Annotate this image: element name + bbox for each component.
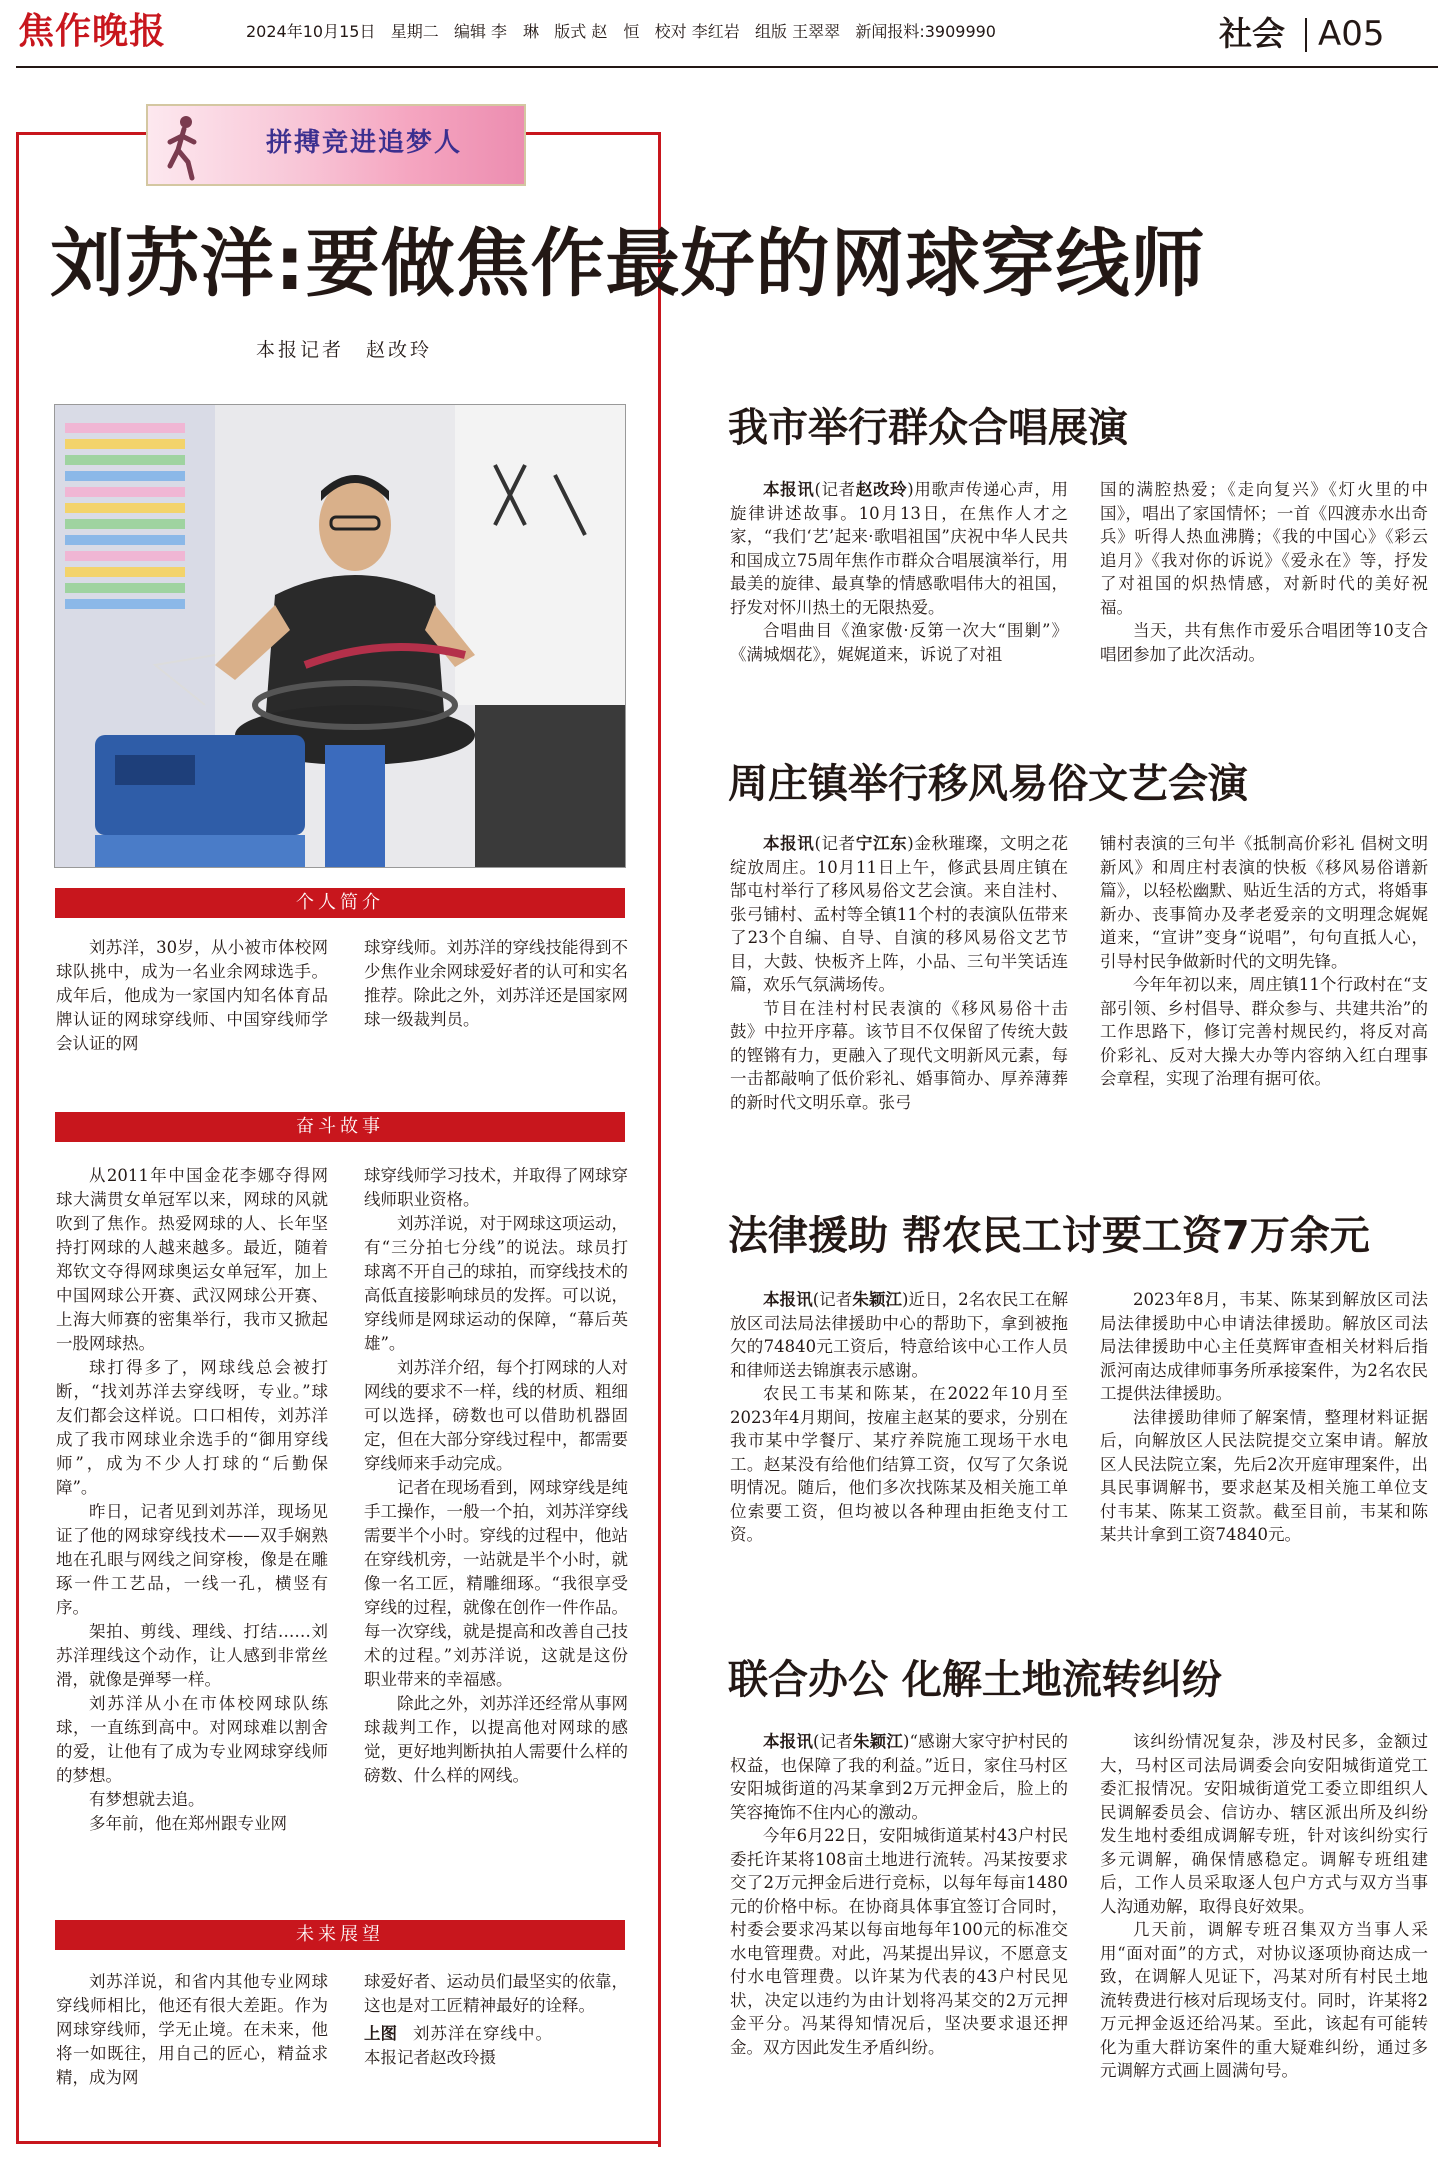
article-text: 金秋璀璨，文明之花绽放周庄。10月11日上午，修武县周庄镇在郜屯村举行了移风易俗文艺会演。来自洼村、张弓铺村、孟村等全镇11个村的表演队伍带来了23个自编、自导、自演的移风易俗文艺节目，大鼓、快板齐上阵，小品、三句半笑话连篇，欢乐气氛满场传。 <box>730 834 1069 994</box>
paragraph: 多年前，他在郑州跟专业网 <box>89 1814 287 1833</box>
paragraph: 节目在洼村村民表演的《移风易俗十击鼓》中拉开序幕。该节目不仅保留了传统大鼓的铿锵有力，更融入了现代文明新风元素，每一击都敲响了低价彩礼、婚事简办、厚养薄葬的新时代文明乐章。张弓 <box>730 998 1068 1112</box>
article-reporter: 宁江东 <box>855 834 908 853</box>
article-column-2 <box>1100 1730 1428 2083</box>
article-reporter: 朱颖江 <box>853 1732 904 1751</box>
article-lead: 本报讯 <box>763 1732 814 1751</box>
article-column-2 <box>1100 1288 1428 1547</box>
article-text: “感谢大家守护村民的权益，也保障了我的利益。”近日，家住马村区安阳城街道的冯某拿到2万元押金后，脸上的笑容掩饰不住内心的激动。 <box>730 1732 1068 1822</box>
credit-name: 赵改玲 <box>430 2048 480 2067</box>
article-column-2 <box>1100 832 1428 1091</box>
article-title: 联合办公 化解土地流转纠纷 <box>728 1657 1222 1703</box>
article-column-1 <box>730 478 1068 666</box>
future-column-2 <box>364 1970 628 2070</box>
credit-prefix: 本报记者 <box>364 2048 430 2067</box>
page-number: A05 <box>1318 14 1385 54</box>
article-title: 我市举行群众合唱展演 <box>728 405 1128 451</box>
paragraph: 农民工韦某和陈某，在2022年10月至2023年4月期间，按雇主赵某的要求，分别在我市某中学餐厅、某疗养院施工现场干水电工。赵某没有给他们结算工资，仅写了欠条说明情况。随后，他们多次找陈某及相关施工单位索要工资，但均被以各种理由拒绝支付工资。 <box>730 1384 1068 1544</box>
paragraph: 当天，共有焦作市爱乐合唱团等10支合唱团参加了此次活动。 <box>1100 621 1428 664</box>
paragraph: 昨日，记者见到刘苏洋，现场见证了他的网球穿线技术——双手娴熟地在孔眼与网线之间穿梭，像是在雕琢一件工艺品，一线一孔，横竖有序。 <box>56 1502 328 1617</box>
reporter-close: ) <box>907 480 914 499</box>
story-column-1 <box>56 1164 328 1836</box>
story-column-2 <box>364 1164 628 1788</box>
section-name: 社会 <box>1219 14 1285 53</box>
paragraph <box>730 1730 1068 1824</box>
photo-credit <box>364 2046 628 2070</box>
column-rule <box>658 132 661 2147</box>
stringing-photo-illustration <box>55 405 626 868</box>
paragraph: 该纠纷情况复杂，涉及村民多，金额过大，马村区司法局调委会向安阳城街道党工委汇报情况。安阳城街道党工委立即组织人民调解委员会、信访办、辖区派出所及纠纷发生地村委组成调解专班，针对该纠纷实行多元调解，确保情感稳定。调解专班组建后，工作人员采取逐人包户方式与双方当事人沟通劝解，取得良好效果。 <box>1100 1732 1428 1916</box>
paragraph: 球穿线师。刘苏洋的穿线技能得到不少焦作业余网球爱好者的认可和实名推荐。除此之外，刘苏洋还是国家网球一级裁判员。 <box>364 938 628 1029</box>
paragraph: 刘苏洋说，对于网球这项运动，有“三分拍七分线”的说法。球员打球离不开自己的球拍，而穿线技术的高低直接影响球员的发挥。可以说，穿线师是网球运动的保障，“幕后英雄”。 <box>364 1214 628 1353</box>
paragraph: 刘苏洋说，和省内其他专业网球穿线师相比，他还有很大差距。作为网球穿线师，学无止境。在未来，他将一如既往，用自己的匠心，精益求精，成为网 <box>56 1972 328 2087</box>
paragraph: 今年年初以来，周庄镇11个行政村在“支部引领、乡村倡导、群众参与、共建共治”的工作思路下，修订完善村规民约，将反对高价彩礼、反对大操大办等内容纳入红白理事会章程，实现了治理有据可依。 <box>1100 975 1428 1088</box>
paragraph: 铺村表演的三句半《抵制高价彩礼 倡树文明新风》和周庄村表演的快板《移风易俗谱新篇》，以轻松幽默、贴近生活的方式，将婚事新办、丧事简办及孝老爱亲的文明理念娓娓道来，“宣讲”变身“说唱”，句句直抵人心，引导村民争做新时代的文明先锋。 <box>1100 834 1428 971</box>
paragraph: 法律援助律师了解案情，整理材料证据后，向解放区人民法院提交立案申请。解放区人民法院立案，先后2次开庭审理案件，出具民事调解书，要求赵某及相关施工单位支付韦某、陈某工资款。截至目前，韦某和陈某共计拿到工资74840元。 <box>1100 1407 1428 1544</box>
feature-title: 刘苏洋:要做焦作最好的网球穿线师 <box>50 221 1206 307</box>
paragraph: 记者在现场看到，网球穿线是纯手工操作，一般一个拍，刘苏洋穿线需要半个小时。穿线的过程中，他站在穿线机旁，一站就是半个小时，就像一名工匠，精雕细琢。“我很享受穿线的过程，就像在创作一件作品。每一次穿线，就是提高和改善自己技术的过程。”刘苏洋说，这就是这份职业带来的幸福感。 <box>364 1478 628 1689</box>
photo-caption <box>364 2022 628 2046</box>
paragraph: 2023年8月，韦某、陈某到解放区司法局法律援助中心申请法律援助。解放区司法局法律援助中心主任莫辉审查相关材料后指派河南达成律师事务所承接案件，为2名农民工提供法律援助。 <box>1100 1290 1428 1403</box>
reporter-open: (记者 <box>814 480 856 499</box>
paragraph: 今年6月22日，安阳城街道某村43户村民委托许某将108亩土地进行流转。冯某按要求交了2万元押金后进行竞标，以每年每亩1480元的价格中标。在协商具体事宜签订合同时，村委会要求冯某以每亩地每年100元的标准交水电管理费。对此，冯某提出异议，不愿意支付水电管理费。以许某为代表的43户村民见状，决定以违约为由计划将冯某交的2万元押金平分。冯某得知情况后，坚决要求退还押金。双方因此发生矛盾纠纷。 <box>730 1826 1068 2057</box>
paragraph <box>730 1288 1068 1382</box>
article-column-1 <box>730 1288 1068 1547</box>
paragraph: 球穿线师学习技术，并取得了网球穿线师职业资格。 <box>364 1166 628 1209</box>
profile-column-2 <box>364 936 628 1032</box>
runner-icon <box>162 112 202 182</box>
article-column-2 <box>1100 478 1428 666</box>
article-text: 近日，2名农民工在解放区司法局法律援助中心的帮助下，拿到被拖欠的74840元工资后，特意给该中心工作人员和律师送去锦旗表示感谢。 <box>730 1290 1069 1380</box>
caption-label: 上图 <box>364 2024 397 2043</box>
profile-heading: 个人简介 <box>55 888 625 918</box>
article-column-1 <box>730 1730 1068 2059</box>
article-reporter: 赵改玲 <box>855 480 908 499</box>
reporter-close: ) <box>903 1732 910 1751</box>
caption-text: 刘苏洋在穿线中。 <box>413 2024 553 2043</box>
reporter-open: (记者 <box>813 1732 853 1751</box>
paragraph: 球打得多了，网球线总会被打断，“找刘苏洋去穿线呀，专业。”球友们都会这样说。口口相传，刘苏洋成了我市网球业余选手的“御用穿线师”，成为不少人打球的“后勤保障”。 <box>56 1358 328 1497</box>
paragraph: 刘苏洋，30岁，从小被市体校网球队挑中，成为一名业余网球选手。成年后，他成为一家国内知名体育品牌认证的网球穿线师、中国穿线师学会认证的网 <box>56 938 328 1053</box>
paragraph: 刘苏洋介绍，每个打网球的人对网线的要求不一样，线的材质、粗细可以选择，磅数也可以借助机器固定，但在大部分穿线过程中，都需要穿线师来手动完成。 <box>364 1358 628 1473</box>
article-title: 周庄镇举行移风易俗文艺会演 <box>728 761 1248 807</box>
reporter-close: ) <box>907 834 914 853</box>
paragraph: 几天前，调解专班召集双方当事人采用“面对面”的方式，对协议逐项协商达成一致，在调解人见证下，冯某对所有村民土地流转费进行核对后现场支付。同时，许某将2万元押金返还给冯某。至此，该起有可能转化为重大群访案件的重大疑难纠纷，通过多元调解方式画上圆满句号。 <box>1100 1920 1428 2080</box>
paragraph: 架拍、剪线、理线、打结……刘苏洋理线这个动作，让人感到非常丝滑，就像是弹琴一样。 <box>56 1622 328 1689</box>
paragraph: 从2011年中国金花李娜夺得网球大满贯女单冠军以来，网球的风就吹到了焦作。热爱网球的人、长年坚持打网球的人越来越多。最近，随着郑钦文夺得网球奥运女单冠军，加上中国网球公开赛、武汉网球公开赛、上海大师赛的密集举行，我市又掀起一股网球热。 <box>56 1166 328 1353</box>
paragraph <box>730 478 1068 619</box>
reporter-open: (记者 <box>814 834 856 853</box>
feature-byline: 本报记者 赵改玲 <box>256 339 433 361</box>
column-banner <box>146 104 526 186</box>
article-lead: 本报讯 <box>763 1290 813 1309</box>
banner-text: 拼搏竞进追梦人 <box>266 128 463 158</box>
article-lead: 本报讯 <box>763 834 815 853</box>
reporter-close: ) <box>902 1290 909 1309</box>
reporter-open: (记者 <box>812 1290 853 1309</box>
paragraph: 刘苏洋从小在市体校网球队练球，一直练到高中。对网球难以割舍的爱，让他有了成为专业网球穿线师的梦想。 <box>56 1694 328 1785</box>
article-title: 法律援助 帮农民工讨要工资7万余元 <box>728 1213 1370 1259</box>
section-divider <box>1305 18 1307 52</box>
paragraph: 国的满腔热爱；《走向复兴》《灯火里的中国》，唱出了家国情怀；一首《四渡赤水出奇兵》听得人热血沸腾；《我的中国心》《彩云追月》《我对你的诉说》《爱永在》等，抒发了对祖国的炽热情感，对新时代的美好祝福。 <box>1100 480 1428 617</box>
article-lead: 本报讯 <box>763 480 815 499</box>
masthead <box>0 0 1452 66</box>
paragraph: 除此之外，刘苏洋还经常从事网球裁判工作，以提高他对网球的感觉，更好地判断执拍人需要什么样的磅数、什么样的网线。 <box>364 1694 628 1785</box>
profile-column-1 <box>56 936 328 1056</box>
article-reporter: 朱颖江 <box>852 1290 902 1309</box>
article-column-1 <box>730 832 1068 1114</box>
paper-name: 焦作晚报 <box>18 11 167 52</box>
feature-photo <box>54 404 626 868</box>
paragraph: 合唱曲目《渔家傲·反第一次大“围剿”》《满城烟花》，娓娓道来，诉说了对祖 <box>730 621 1068 664</box>
article-text: 用歌声传递心声，用旋律讲述故事。10月13日，在焦作人才之家，“我们‘艺’起来·歌唱祖国”庆祝中华人民共和国成立75周年焦作市群众合唱展演举行，用最美的旋律、最真挚的情感歌唱伟大的祖国，抒发对怀川热土的无限热爱。 <box>730 480 1069 617</box>
paragraph <box>730 832 1068 997</box>
story-heading: 奋斗故事 <box>55 1112 625 1142</box>
issue-info: 2024年10月15日 星期二 编辑 李 琳 版式 赵 恒 校对 李红岩 组版 王翠翠 新闻报料:3909990 <box>246 22 996 41</box>
masthead-rule <box>16 66 1438 68</box>
credit-suffix: 摄 <box>479 2048 496 2067</box>
future-column-1 <box>56 1970 328 2090</box>
future-heading: 未来展望 <box>55 1920 625 1950</box>
paragraph: 球爱好者、运动员们最坚实的依靠，这也是对工匠精神最好的诠释。 <box>364 1972 628 2015</box>
paragraph: 有梦想就去追。 <box>89 1790 205 1809</box>
